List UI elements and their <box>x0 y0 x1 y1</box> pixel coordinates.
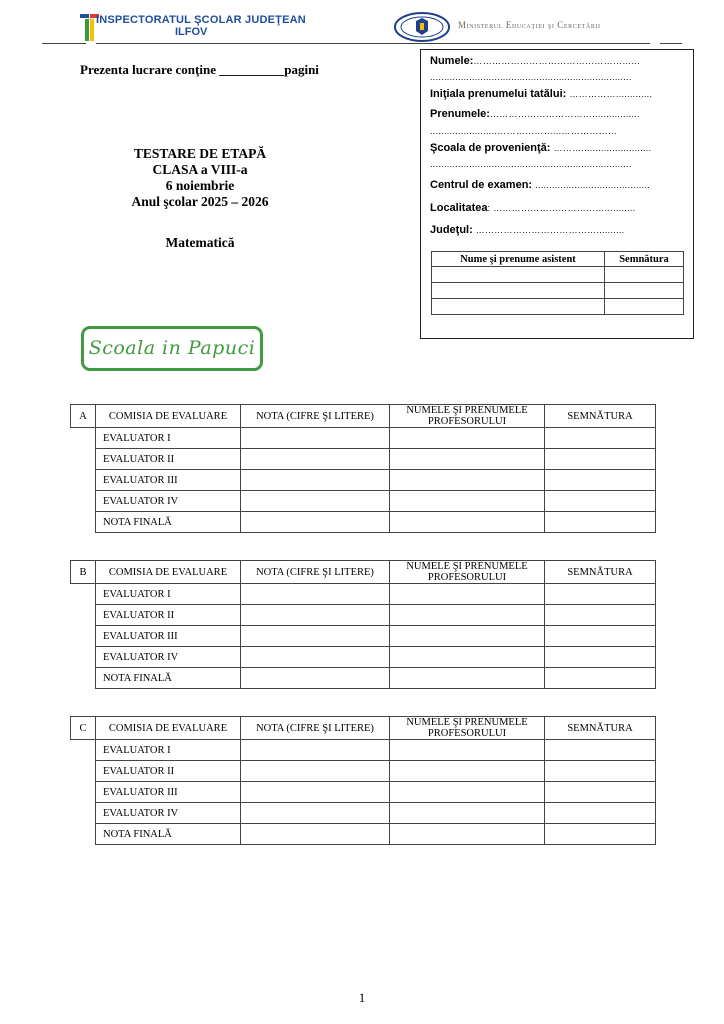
evaluation-table <box>70 716 656 845</box>
scoala-dots: ………......................... <box>553 143 652 153</box>
eval-name-cell[interactable] <box>390 782 545 803</box>
eval-row-spacer <box>71 647 96 668</box>
localitatea-label: Localitatea <box>430 202 488 214</box>
header-rule-left <box>42 43 86 44</box>
eval-row-spacer <box>71 491 96 512</box>
eval-row-spacer <box>71 605 96 626</box>
watermark-stamp <box>81 326 263 371</box>
eval-row <box>71 740 656 761</box>
assistant-sign-cell[interactable] <box>605 267 684 283</box>
eval-row <box>71 803 656 824</box>
assistant-name-cell[interactable] <box>432 283 605 299</box>
eval-row-label: EVALUATOR I <box>96 740 241 761</box>
eval-row-spacer <box>71 803 96 824</box>
eval-nota-cell[interactable] <box>241 740 390 761</box>
eval-row <box>71 512 656 533</box>
eval-header-numele: NUMELE ŞI PRENUMELE PROFESORULUI <box>390 561 545 584</box>
eval-sign-cell[interactable] <box>545 491 656 512</box>
eval-nota-cell[interactable] <box>241 824 390 845</box>
eval-sign-cell[interactable] <box>545 782 656 803</box>
eval-row-spacer <box>71 782 96 803</box>
eval-name-cell[interactable] <box>390 740 545 761</box>
eval-sign-cell[interactable] <box>545 449 656 470</box>
eval-nota-cell[interactable] <box>241 782 390 803</box>
eval-header-comisia: COMISIA DE EVALUARE <box>96 561 241 584</box>
prenumele-dots-cont: ........................………………...……………… <box>430 126 618 136</box>
eval-nota-cell[interactable] <box>241 512 390 533</box>
stamp-text: Scoala in Papuci <box>88 337 256 359</box>
centrul-dots: ......................................... <box>535 180 650 190</box>
prenumele-field-cont[interactable] <box>430 125 617 137</box>
localitatea-dots: : ………………………………........... <box>487 203 636 213</box>
eval-header-semnatura: SEMNĂTURA <box>545 717 656 740</box>
judetul-dots: ………………………………….......... <box>472 225 625 235</box>
ministry-seal-icon <box>393 12 451 42</box>
eval-row-spacer <box>71 512 96 533</box>
eval-header-numele: NUMELE ŞI PRENUMELE PROFESORULUI <box>390 717 545 740</box>
evaluation-table <box>70 404 656 533</box>
eval-row-label: EVALUATOR I <box>96 584 241 605</box>
eval-row <box>71 605 656 626</box>
numele-dots: ……………………………………………... <box>473 56 640 66</box>
eval-row <box>71 824 656 845</box>
title-line-3: 6 noiembrie <box>165 178 235 193</box>
eval-header-comisia: COMISIA DE EVALUARE <box>96 405 241 428</box>
eval-row-label: EVALUATOR I <box>96 428 241 449</box>
scoala-field-cont[interactable] <box>430 158 632 170</box>
eval-row-label: NOTA FINALĂ <box>96 668 241 689</box>
eval-table-letter: B <box>71 561 96 584</box>
eval-nota-cell[interactable] <box>241 647 390 668</box>
eval-row-label: NOTA FINALĂ <box>96 512 241 533</box>
header-rule-right <box>660 43 682 44</box>
eval-header-nota: NOTA (CIFRE ŞI LITERE) <box>241 561 390 584</box>
eval-nota-cell[interactable] <box>241 491 390 512</box>
numele-label: Numele: <box>430 55 474 67</box>
eval-sign-cell[interactable] <box>545 470 656 491</box>
assistant-row <box>432 299 684 315</box>
eval-name-cell[interactable] <box>390 449 545 470</box>
eval-name-cell[interactable] <box>390 428 545 449</box>
eval-row-spacer <box>71 740 96 761</box>
eval-sign-cell[interactable] <box>545 803 656 824</box>
eval-sign-cell[interactable] <box>545 428 656 449</box>
eval-name-cell[interactable] <box>390 626 545 647</box>
assistant-sign-header: Semnătura <box>605 252 684 267</box>
eval-name-cell[interactable] <box>390 803 545 824</box>
eval-row-label: EVALUATOR IV <box>96 491 241 512</box>
eval-name-cell[interactable] <box>390 512 545 533</box>
eval-row-label: EVALUATOR III <box>96 626 241 647</box>
eval-sign-cell[interactable] <box>545 668 656 689</box>
evaluation-table <box>70 560 656 689</box>
assistant-name-cell[interactable] <box>432 267 605 283</box>
eval-nota-cell[interactable] <box>241 449 390 470</box>
title-line-2: CLASA a VIII-a <box>152 162 248 177</box>
initiala-dots: ……………............. <box>569 89 653 99</box>
eval-nota-cell[interactable] <box>241 803 390 824</box>
eval-nota-cell[interactable] <box>241 626 390 647</box>
eval-sign-cell[interactable] <box>545 647 656 668</box>
scoala-field[interactable] <box>430 142 651 154</box>
eval-row-label: EVALUATOR II <box>96 761 241 782</box>
eval-header-nota: NOTA (CIFRE ŞI LITERE) <box>241 717 390 740</box>
scoala-dots-cont: ........................................................................ <box>430 159 632 169</box>
eval-table-letter: C <box>71 717 96 740</box>
prenumele-field[interactable] <box>430 108 640 120</box>
localitatea-field[interactable] <box>430 202 635 214</box>
numele-dots-cont: ........................................................................ <box>430 72 632 82</box>
eval-row <box>71 491 656 512</box>
eval-nota-cell[interactable] <box>241 605 390 626</box>
eval-row <box>71 584 656 605</box>
eval-name-cell[interactable] <box>390 668 545 689</box>
eval-nota-cell[interactable] <box>241 761 390 782</box>
exam-title <box>100 146 300 210</box>
eval-name-cell[interactable] <box>390 824 545 845</box>
eval-sign-cell[interactable] <box>545 584 656 605</box>
eval-header-numele: NUMELE ŞI PRENUMELE PROFESORULUI <box>390 405 545 428</box>
eval-name-cell[interactable] <box>390 584 545 605</box>
assistant-sign-cell[interactable] <box>605 299 684 315</box>
eval-row-spacer <box>71 470 96 491</box>
eval-header-row <box>71 561 656 584</box>
eval-row <box>71 428 656 449</box>
eval-name-cell[interactable] <box>390 647 545 668</box>
eval-header-row <box>71 405 656 428</box>
eval-table-letter: A <box>71 405 96 428</box>
initiala-field[interactable] <box>430 88 652 100</box>
eval-nota-cell[interactable] <box>241 428 390 449</box>
eval-sign-cell[interactable] <box>545 761 656 782</box>
eval-row-spacer <box>71 428 96 449</box>
scoala-label: Şcoala de provenienţă: <box>430 142 551 154</box>
eval-row <box>71 470 656 491</box>
assistant-row <box>432 283 684 299</box>
page-number: 1 <box>358 990 366 1005</box>
assistant-name-header: Nume şi prenume asistent <box>432 252 605 267</box>
eval-sign-cell[interactable] <box>545 740 656 761</box>
assistant-name-cell[interactable] <box>432 299 605 315</box>
assistant-table <box>431 251 684 315</box>
eval-row-spacer <box>71 668 96 689</box>
eval-row-label: EVALUATOR III <box>96 782 241 803</box>
prenumele-dots: ……………………………................. <box>489 109 640 119</box>
candidate-info-box <box>420 49 694 339</box>
eval-row <box>71 782 656 803</box>
eval-row-label: NOTA FINALĂ <box>96 824 241 845</box>
eval-row-spacer <box>71 449 96 470</box>
eval-row-label: EVALUATOR II <box>96 449 241 470</box>
eval-row <box>71 626 656 647</box>
eval-row-label: EVALUATOR II <box>96 605 241 626</box>
eval-sign-cell[interactable] <box>545 605 656 626</box>
eval-row-label: EVALUATOR III <box>96 470 241 491</box>
judetul-label: Judeţul: <box>430 224 473 236</box>
eval-header-semnatura: SEMNĂTURA <box>545 561 656 584</box>
eval-name-cell[interactable] <box>390 470 545 491</box>
eval-row <box>71 668 656 689</box>
eval-name-cell[interactable] <box>390 605 545 626</box>
eval-row-spacer <box>71 626 96 647</box>
eval-row-spacer <box>71 824 96 845</box>
eval-sign-cell[interactable] <box>545 626 656 647</box>
eval-header-row <box>71 717 656 740</box>
header-rule <box>96 43 650 44</box>
isj-name-line2: ILFOV <box>175 26 208 38</box>
centrul-field[interactable] <box>430 179 650 191</box>
judetul-field[interactable] <box>430 224 625 236</box>
centrul-label: Centrul de examen: <box>430 179 533 191</box>
eval-header-comisia: COMISIA DE EVALUARE <box>96 717 241 740</box>
eval-row <box>71 449 656 470</box>
eval-row-spacer <box>71 584 96 605</box>
eval-name-cell[interactable] <box>390 761 545 782</box>
eval-nota-cell[interactable] <box>241 584 390 605</box>
eval-header-semnatura: SEMNĂTURA <box>545 405 656 428</box>
eval-row <box>71 647 656 668</box>
eval-nota-cell[interactable] <box>241 470 390 491</box>
eval-row <box>71 761 656 782</box>
eval-row-spacer <box>71 761 96 782</box>
ministry-name: Ministerul Educaţiei şi Cercetării <box>458 20 601 30</box>
eval-header-nota: NOTA (CIFRE ŞI LITERE) <box>241 405 390 428</box>
assistant-row <box>432 267 684 283</box>
isj-name-line1: INSPECTORATUL ŞCOLAR JUDEŢEAN <box>96 14 306 26</box>
eval-sign-cell[interactable] <box>545 824 656 845</box>
exam-subject: Matematică <box>165 235 235 250</box>
prenumele-label: Prenumele: <box>430 108 490 120</box>
eval-name-cell[interactable] <box>390 491 545 512</box>
eval-row-label: EVALUATOR IV <box>96 803 241 824</box>
eval-sign-cell[interactable] <box>545 512 656 533</box>
eval-row-label: EVALUATOR IV <box>96 647 241 668</box>
assistant-sign-cell[interactable] <box>605 283 684 299</box>
assistant-header-row <box>432 252 684 267</box>
initiala-label: Iniţiala prenumelui tatălui: <box>430 88 567 100</box>
page-count-line: Prezenta lucrare conţine __________pagini <box>80 62 319 77</box>
numele-field[interactable] <box>430 55 640 67</box>
title-line-4: Anul şcolar 2025 – 2026 <box>131 194 269 209</box>
eval-nota-cell[interactable] <box>241 668 390 689</box>
numele-field-cont[interactable] <box>430 71 632 83</box>
title-line-1: TESTARE DE ETAPĂ <box>133 146 267 161</box>
